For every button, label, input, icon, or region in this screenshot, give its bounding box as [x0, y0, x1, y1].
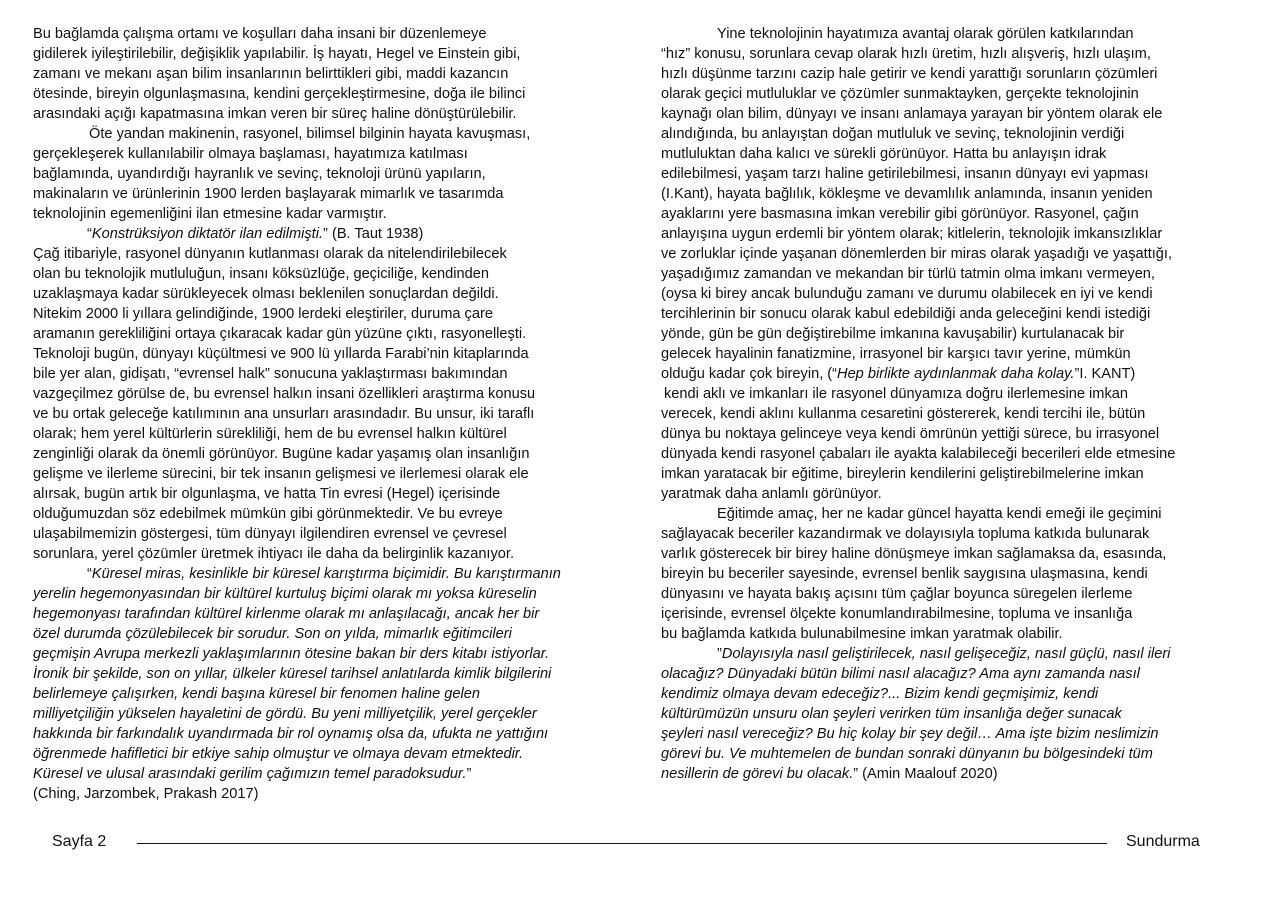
text-span: dünyada kendi rasyonel çabaları ile ayakta kalabileceği becerileri elde etmesine	[661, 446, 1176, 462]
italic-text: nesillerin de görevi bu olacak.	[661, 766, 854, 782]
italic-text: belirlemeye çalışırken, kendi başına küresel bir fenomen haline gelen	[33, 686, 480, 702]
text-line	[33, 224, 633, 244]
footer-title: Sundurma	[1126, 833, 1200, 850]
text-span: bağlamında, uyandırdığı hayranlık ve sevinç, teknoloji ürünü yapıların,	[33, 166, 486, 182]
footer-divider	[137, 843, 1107, 844]
text-span: (oysa ki birey ancak bulunduğu zamanı ve durumu olabilecek en iyi ve kendi	[661, 286, 1153, 302]
text-span: zenginliği olarak da önemli görünüyor. Bugüne kadar yaşamış olan insanlığın	[33, 446, 530, 462]
text-span: makinaların ve ürünlerinin 1900 lerden başlayarak mimarlık ve tasarımda	[33, 186, 504, 202]
text-line	[33, 384, 633, 404]
right-text-column	[661, 24, 1253, 784]
italic-text: Dolayısıyla nasıl geliştirilecek, nasıl gelişeceğiz, nasıl güçlü, nasıl ileri	[721, 646, 1171, 662]
text-span: bu bağlamda katkıda bulunabilmesine imkan yaratmak olabilir.	[661, 626, 1063, 642]
text-span: kaynağı olan bilim, dünyayı ve insanı anlamaya yarayan bir yöntem olarak ele	[661, 106, 1163, 122]
italic-text: geçmişin Avrupa merkezli yaklaşımlarının ötesine bakan bir ders kitabı istiyorlar.	[33, 646, 550, 662]
text-line	[661, 544, 1253, 564]
text-line	[33, 184, 633, 204]
text-line	[661, 204, 1253, 224]
text-line	[33, 544, 633, 564]
text-span: ”I. KANT)	[1074, 366, 1136, 382]
text-span: kendi aklı ve imkanları ile rasyonel dünyamıza doğru ilerlemesine imkan	[664, 386, 1128, 402]
text-line	[33, 44, 633, 64]
text-span: arasındaki açığı kapatmasına imkan veren bir süreç haline dönüştürülebilir.	[33, 106, 517, 122]
text-line	[661, 84, 1253, 104]
text-span: ötesinde, bireyin olgunlaşmasına, kendini gerçekleştirmesine, doğa ile bilinci	[33, 86, 526, 102]
text-line	[661, 644, 1253, 664]
text-span: ve bu ortak geleceğe katılımının ana unsurları arasındadır. Bu unsur, iki taraflı	[33, 406, 535, 422]
text-line	[661, 764, 1253, 784]
text-line	[33, 204, 633, 224]
text-span: verecek, kendi aklını kullanma cesaretini göstererek, kendi tercihi ile, bütün	[661, 406, 1146, 422]
text-line	[661, 444, 1253, 464]
italic-text: görevi bu. Ve muhtemelen de bundan sonraki dünyanın bu bölgesindeki tüm	[661, 746, 1153, 762]
text-line	[661, 484, 1253, 504]
italic-text: kültürümüzün unsuru olan şeyleri verirken tüm insanlığa değer sunacak	[661, 706, 1122, 722]
text-line	[661, 584, 1253, 604]
text-line	[661, 564, 1253, 584]
text-span: ” (Amin Maalouf 2020)	[853, 766, 998, 782]
text-span: ayaklarını yere basmasına imkan verebilir gibi görünüyor. Rasyonel, çağın	[661, 206, 1139, 222]
text-line	[33, 364, 633, 384]
text-line	[661, 244, 1253, 264]
text-line	[33, 524, 633, 544]
text-line	[33, 704, 633, 724]
text-span: sorunlara, yerel çözümler üretmek ihtiyacı ile daha da belirginlik kazanıyor.	[33, 546, 515, 562]
text-span: (I.Kant), hayata bağlılık, kökleşme ve devamlılık anlamında, insanın yeniden	[661, 186, 1153, 202]
text-line	[661, 464, 1253, 484]
italic-text: hakkında bir farkındalık uyandırmada bir rol oynamış olsa da, ufukta ne yattığını	[33, 726, 549, 742]
text-span: Öte yandan makinenin, rasyonel, bilimsel bilginin hayata kavuşması,	[89, 126, 531, 142]
text-span: Çağ itibariyle, rasyonel dünyanın kutlanması olarak da nitelendirilebilecek	[33, 246, 507, 262]
text-line	[33, 124, 633, 144]
italic-text: öğrenmede hafifletici bir etkiye sahip olmuştur ve olmaya devam etmektedir.	[33, 746, 524, 762]
text-line	[661, 364, 1253, 384]
text-line	[33, 784, 633, 804]
text-line	[661, 64, 1253, 84]
text-span: ”	[717, 646, 722, 662]
text-line	[661, 524, 1253, 544]
text-line	[661, 44, 1253, 64]
page-number: Sayfa 2	[52, 833, 107, 850]
text-span: Eğitimde amaç, her ne kadar güncel hayatta kendi emeği ile geçimini	[717, 506, 1162, 522]
text-line	[33, 504, 633, 524]
text-span: zamanı ve mekanı aşan bilim insanlarının belirttikleri gibi, maddi kazancın	[33, 66, 509, 82]
text-span: tercihlerinin bir sonucu olarak kabul edebildiği anda geleceğini kendi istediği	[661, 306, 1151, 322]
text-span: gidilerek iyileştirilebilir, değişiklik yapılabilir. İş hayatı, Hegel ve Einstein gibi,	[33, 46, 521, 62]
text-span: “hız” konusu, sorunlara cevap olarak hızlı üretim, hızlı alışveriş, hızlı ulaşım,	[661, 46, 1151, 62]
text-line	[661, 624, 1253, 644]
text-span: “	[87, 226, 92, 242]
text-line	[661, 664, 1253, 684]
text-line	[33, 684, 633, 704]
text-line	[33, 624, 633, 644]
text-line	[661, 744, 1253, 764]
text-line	[661, 184, 1253, 204]
italic-text: özel durumda çözülebilecek bir sorudur. Son on yılda, mimarlık eğitimcileri	[33, 626, 512, 642]
left-text-column	[33, 24, 633, 804]
text-line	[661, 384, 1253, 404]
text-span: vazgeçilmez görülse de, bu evrensel halkın insani özellikleri araştırma konusu	[33, 386, 536, 402]
text-span: gelecek hayalinin fanatizmine, irrasyonel bir karşıcı tavır yerine, mümkün	[661, 346, 1131, 362]
text-span: ” (B. Taut 1938)	[323, 226, 424, 242]
text-line	[33, 144, 633, 164]
italic-text: yerelin hegemonyasından bir kültürel kurtuluş biçimi olarak mı yoksa küreselin	[33, 586, 537, 602]
text-line	[661, 504, 1253, 524]
text-line	[33, 604, 633, 624]
italic-text: Hep birlikte aydınlanmak daha kolay.	[837, 366, 1075, 382]
text-line	[661, 424, 1253, 444]
italic-text: İronik bir şekilde, son on yıllar, ülkeler küresel tarihsel anlatılarda kimlik bilgilerini	[33, 666, 552, 682]
text-span: anlayışına uygun erdemli bir yöntem olarak; kitlelerin, teknolojik imkansızlıklar	[661, 226, 1163, 242]
text-line	[33, 324, 633, 344]
text-line	[661, 144, 1253, 164]
text-span: Teknoloji bugün, dünyayı küçültmesi ve 900 lü yıllarda Farabi’nin kitaplarında	[33, 346, 529, 362]
italic-text: Küresel ve ulusal arasındaki gerilim çağımızın temel paradoksudur.	[33, 766, 467, 782]
text-line	[33, 284, 633, 304]
text-span: imkan yaratacak bir eğitime, bireylerin kendilerini geliştirebilmelerine imkan	[661, 466, 1144, 482]
text-span: gelişme ve ilerleme sürecini, bir tek insanın gelişmesi ve ilerlemesi olarak ele	[33, 466, 529, 482]
text-line	[661, 124, 1253, 144]
text-line	[33, 584, 633, 604]
text-span: “	[87, 566, 92, 582]
text-line	[661, 164, 1253, 184]
text-line	[33, 644, 633, 664]
text-line	[661, 304, 1253, 324]
text-span: aramanın gerekliliğini ortaya çıkaracak kadar gün yüzüne çıktı, rasyonelleşti.	[33, 326, 527, 342]
text-span: teknolojinin egemenliğini ilan etmesine kadar varmıştır.	[33, 206, 387, 222]
text-span: olan bu teknolojik mutluluğun, insanı köksüzlüğe, geçiciliğe, kendinden	[33, 266, 489, 282]
text-span: hızlı düşünme tarzını cazip hale getirir ve kendi yarattığı sorunların çözümleri	[661, 66, 1158, 82]
text-line	[33, 264, 633, 284]
text-line	[33, 244, 633, 264]
text-span: Nitekim 2000 li yıllara gelindiğinde, 1900 lerdeki eleştiriler, duruma çare	[33, 306, 493, 322]
text-line	[33, 304, 633, 324]
text-line	[661, 704, 1253, 724]
text-line	[661, 24, 1253, 44]
text-line	[33, 484, 633, 504]
text-span: bireyin bu beceriler sayesinde, evrensel benlik saygısına ulaşmasına, kendi	[661, 566, 1148, 582]
text-line	[661, 684, 1253, 704]
text-line	[33, 344, 633, 364]
text-line	[661, 344, 1253, 364]
text-span: ”	[466, 766, 472, 782]
text-span: gerçekleşerek kullanılabilir olmaya başlaması, hayatımıza katılması	[33, 146, 468, 162]
text-span: alırsak, bugün artık bir olgunlaşma, ve hatta Tin evresi (Hegel) içerisinde	[33, 486, 501, 502]
text-span: dünya bu noktaya gelinceye veya kendi ömrünün yettiği sürece, bu irrasyonel	[661, 426, 1160, 442]
text-span: ulaşabilmemizin göstergesi, tüm dünyayı ilgilendiren evrensel ve çevresel	[33, 526, 507, 542]
text-line	[661, 264, 1253, 284]
text-span: olduğu kadar çok bireyin, (“	[661, 366, 838, 382]
text-span: olduğumuzdan söz edebilmek mümkün gibi görünmektedir. Ve bu evreye	[33, 506, 503, 522]
text-line	[33, 564, 633, 584]
text-line	[33, 664, 633, 684]
text-span: içerisinde, evrensel ölçekte konumlandırabilmesine, topluma ve insanlığa	[661, 606, 1133, 622]
italic-text: şeyleri nasıl vereceğiz? Bu hiç kolay bir şey değil… Ama işte bizim neslimizin	[661, 726, 1159, 742]
text-span: mutluluktan daha kalıcı ve sürekli görünüyor. Hatta bu anlayışın idrak	[661, 146, 1107, 162]
text-line	[661, 404, 1253, 424]
text-line	[33, 84, 633, 104]
text-span: yönde, gün be gün değiştirebilme imkanına kavuşabilir) kurtulanacak bir	[661, 326, 1125, 342]
text-span: bile yer alan, gidişatı, “evrensel halk” sonucuna yaklaştırması bakımından	[33, 366, 508, 382]
text-span: dünyasını ve hayata bakış açısını tüm çağlar boyunca süregelen ilerleme	[661, 586, 1133, 602]
text-line	[661, 604, 1253, 624]
text-span: olarak; hem yerel kültürlerin sürekliliği, hem de bu evrensel halkın kültürel	[33, 426, 507, 442]
text-line	[661, 104, 1253, 124]
text-span: yaratmak daha anlamlı görünüyor.	[661, 486, 882, 502]
italic-text: milliyetçiliğin yükselen hayaletini de gördü. Bu yeni milliyetçilik, yerel gerçekler	[33, 706, 537, 722]
text-span: yaşadığımız zamandan ve mekandan bir türlü tatmin olma imkanı vermeyen,	[661, 266, 1155, 282]
italic-text: kendimiz olmaya devam edeceğiz?... Bizim kendi geçmişimiz, kendi	[661, 686, 1099, 702]
italic-text: Küresel miras, kesinlikle bir küresel karıştırma biçimidir. Bu karıştırmanın	[91, 566, 561, 582]
text-line	[33, 404, 633, 424]
text-line	[33, 444, 633, 464]
text-line	[661, 284, 1253, 304]
text-line	[33, 764, 633, 784]
italic-text: Konstrüksiyon diktatör ilan edilmişti.	[91, 226, 324, 242]
text-line	[661, 724, 1253, 744]
text-span: Yine teknolojinin hayatımıza avantaj olarak görülen katkılarından	[717, 26, 1134, 42]
text-span: alındığında, bu anlayıştan doğan mutluluk ve sevinç, teknolojinin verdiği	[661, 126, 1125, 142]
text-line	[33, 104, 633, 124]
text-line	[33, 424, 633, 444]
text-line	[661, 324, 1253, 344]
text-span: varlık gösterecek bir birey haline dönüşmeye imkan sağlamaksa da, esasında,	[661, 546, 1167, 562]
text-line	[33, 24, 633, 44]
text-line	[33, 164, 633, 184]
text-span: Bu bağlamda çalışma ortamı ve koşulları daha insani bir düzenlemeye	[33, 26, 487, 42]
text-span: sağlayacak beceriler kazandırmak ve dolayısıyla topluma katkıda bulunarak	[661, 526, 1150, 542]
italic-text: olacağız? Dünyadaki bütün bilimi nasıl alacağız? Ama aynı zamanda nasıl	[661, 666, 1140, 682]
text-span: uzaklaşmaya kadar sürükleyecek olması beklenilen sonuçlardan değildi.	[33, 286, 499, 302]
text-span: ve zorluklar içinde yaşanan dönemlerden bir miras olarak yaşadığı ve yaşattığı,	[661, 246, 1173, 262]
text-span: olarak geçici mutluluklar ve çözümler sunmaktayken, gerçekte teknolojinin	[661, 86, 1139, 102]
text-line	[33, 724, 633, 744]
italic-text: hegemonyası tarafından kültürel kirlenme olarak mı anlaşılacağı, ancak her bir	[33, 606, 540, 622]
text-line	[33, 744, 633, 764]
text-line	[661, 224, 1253, 244]
text-line	[33, 64, 633, 84]
text-span: edilebilmesi, yaşam tarzı haline getirilebilmesi, insanın dünyayı evi yapması	[661, 166, 1149, 182]
text-span: (Ching, Jarzombek, Prakash 2017)	[33, 786, 259, 802]
text-line	[33, 464, 633, 484]
